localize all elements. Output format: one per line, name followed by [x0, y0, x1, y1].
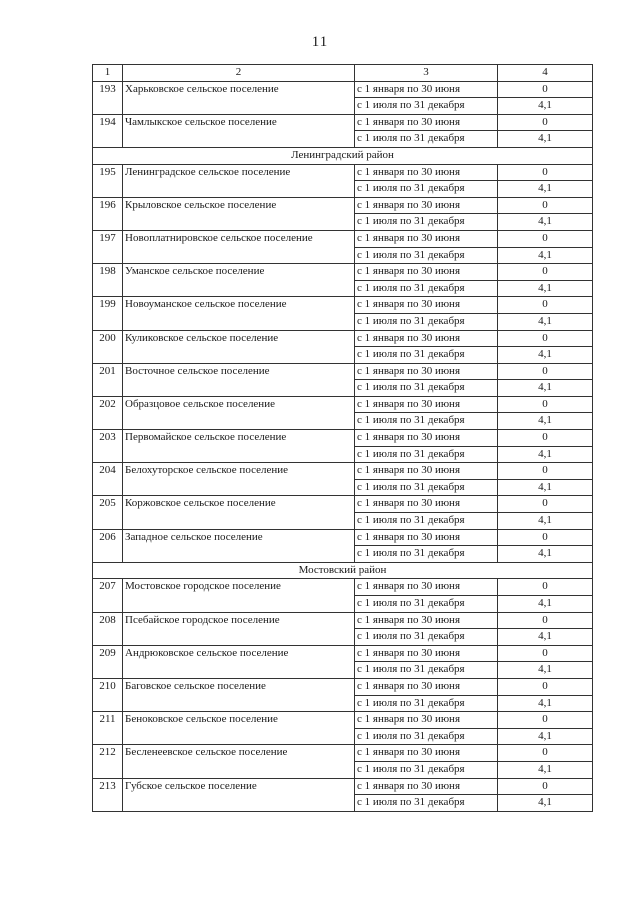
value-first-half: 0: [498, 463, 593, 480]
row-number: 198: [93, 264, 123, 297]
value-first-half: 0: [498, 230, 593, 247]
period-second-half: с 1 июля по 31 декабря: [355, 629, 498, 646]
row-number: 206: [93, 529, 123, 562]
value-second-half: 4,1: [498, 214, 593, 231]
page-number: 11: [311, 34, 329, 50]
period-second-half: с 1 июля по 31 декабря: [355, 546, 498, 563]
period-second-half: с 1 июля по 31 декабря: [355, 214, 498, 231]
table-row: [93, 612, 593, 629]
settlement-name: Чамлыкское сельское поселение: [123, 114, 355, 147]
period-second-half: с 1 июля по 31 декабря: [355, 247, 498, 264]
row-number: 196: [93, 197, 123, 230]
row-number: 197: [93, 230, 123, 263]
table-row: [93, 579, 593, 596]
period-second-half: с 1 июля по 31 декабря: [355, 728, 498, 745]
period-second-half: с 1 июля по 31 декабря: [355, 347, 498, 364]
value-first-half: 0: [498, 712, 593, 729]
settlement-name: Мостовское городское поселение: [123, 579, 355, 612]
period-first-half: с 1 января по 30 июня: [355, 678, 498, 695]
row-number: 212: [93, 745, 123, 778]
row-number: 210: [93, 678, 123, 711]
settlement-name: Крыловское сельское поселение: [123, 197, 355, 230]
period-second-half: с 1 июля по 31 декабря: [355, 380, 498, 397]
value-first-half: 0: [498, 363, 593, 380]
row-number: 202: [93, 396, 123, 429]
table-row: [93, 114, 593, 131]
period-first-half: с 1 января по 30 июня: [355, 463, 498, 480]
value-second-half: 4,1: [498, 596, 593, 613]
period-second-half: с 1 июля по 31 декабря: [355, 280, 498, 297]
table-row: [93, 678, 593, 695]
table-row: [93, 197, 593, 214]
table-row: [93, 645, 593, 662]
value-first-half: 0: [498, 430, 593, 447]
district-row: [93, 147, 593, 164]
settlement-name: Бесленеевское сельское поселение: [123, 745, 355, 778]
period-first-half: с 1 января по 30 июня: [355, 297, 498, 314]
period-first-half: с 1 января по 30 июня: [355, 114, 498, 131]
column-header: 4: [498, 65, 593, 82]
table-row: [93, 396, 593, 413]
value-second-half: 4,1: [498, 181, 593, 198]
period-first-half: с 1 января по 30 июня: [355, 645, 498, 662]
value-second-half: 4,1: [498, 795, 593, 812]
period-second-half: с 1 июля по 31 декабря: [355, 181, 498, 198]
row-number: 208: [93, 612, 123, 645]
row-number: 200: [93, 330, 123, 363]
settlement-name: Первомайское сельское поселение: [123, 430, 355, 463]
row-number: 195: [93, 164, 123, 197]
table-row: [93, 81, 593, 98]
settlement-name: Новоуманское сельское поселение: [123, 297, 355, 330]
value-second-half: 4,1: [498, 280, 593, 297]
settlement-name: Уманское сельское поселение: [123, 264, 355, 297]
row-number: 199: [93, 297, 123, 330]
district-name: Мостовский район: [93, 562, 593, 579]
table-row: [93, 330, 593, 347]
value-first-half: 0: [498, 330, 593, 347]
period-first-half: с 1 января по 30 июня: [355, 396, 498, 413]
table-row: [93, 164, 593, 181]
period-second-half: с 1 июля по 31 декабря: [355, 761, 498, 778]
value-second-half: 4,1: [498, 98, 593, 115]
table-row: [93, 712, 593, 729]
column-header: 1: [93, 65, 123, 82]
value-first-half: 0: [498, 529, 593, 546]
value-first-half: 0: [498, 579, 593, 596]
settlement-name: Губское сельское поселение: [123, 778, 355, 811]
value-second-half: 4,1: [498, 728, 593, 745]
period-second-half: с 1 июля по 31 декабря: [355, 313, 498, 330]
period-first-half: с 1 января по 30 июня: [355, 579, 498, 596]
value-second-half: 4,1: [498, 629, 593, 646]
row-number: 205: [93, 496, 123, 529]
table-header-row: [93, 65, 593, 82]
row-number: 194: [93, 114, 123, 147]
period-first-half: с 1 января по 30 июня: [355, 778, 498, 795]
value-first-half: 0: [498, 645, 593, 662]
settlement-name: Беноковское сельское поселение: [123, 712, 355, 745]
settlement-name: Западное сельское поселение: [123, 529, 355, 562]
value-first-half: 0: [498, 778, 593, 795]
settlement-name: Андрюковское сельское поселение: [123, 645, 355, 678]
value-second-half: 4,1: [498, 761, 593, 778]
row-number: 207: [93, 579, 123, 612]
column-header: 3: [355, 65, 498, 82]
table-row: [93, 230, 593, 247]
period-second-half: с 1 июля по 31 декабря: [355, 413, 498, 430]
settlement-name: Псебайское городское поселение: [123, 612, 355, 645]
row-number: 193: [93, 81, 123, 114]
period-first-half: с 1 января по 30 июня: [355, 496, 498, 513]
value-first-half: 0: [498, 164, 593, 181]
row-number: 204: [93, 463, 123, 496]
value-second-half: 4,1: [498, 347, 593, 364]
settlement-name: Белохуторское сельское поселение: [123, 463, 355, 496]
value-first-half: 0: [498, 264, 593, 281]
period-second-half: с 1 июля по 31 декабря: [355, 131, 498, 148]
table-row: [93, 529, 593, 546]
value-first-half: 0: [498, 81, 593, 98]
value-second-half: 4,1: [498, 247, 593, 264]
district-name: Ленинградский район: [93, 147, 593, 164]
value-second-half: 4,1: [498, 131, 593, 148]
settlement-name: Харьковское сельское поселение: [123, 81, 355, 114]
period-first-half: с 1 января по 30 июня: [355, 164, 498, 181]
value-first-half: 0: [498, 197, 593, 214]
period-second-half: с 1 июля по 31 декабря: [355, 513, 498, 530]
settlement-name: Новоплатнировское сельское поселение: [123, 230, 355, 263]
row-number: 209: [93, 645, 123, 678]
settlement-name: Ленинградское сельское поселение: [123, 164, 355, 197]
table-row: [93, 363, 593, 380]
period-second-half: с 1 июля по 31 декабря: [355, 98, 498, 115]
value-second-half: 4,1: [498, 413, 593, 430]
period-second-half: с 1 июля по 31 декабря: [355, 795, 498, 812]
period-first-half: с 1 января по 30 июня: [355, 197, 498, 214]
value-second-half: 4,1: [498, 513, 593, 530]
value-second-half: 4,1: [498, 479, 593, 496]
period-first-half: с 1 января по 30 июня: [355, 230, 498, 247]
value-first-half: 0: [498, 297, 593, 314]
period-second-half: с 1 июля по 31 декабря: [355, 662, 498, 679]
value-first-half: 0: [498, 612, 593, 629]
column-header: 2: [123, 65, 355, 82]
period-first-half: с 1 января по 30 июня: [355, 529, 498, 546]
settlement-name: Баговское сельское поселение: [123, 678, 355, 711]
period-first-half: с 1 января по 30 июня: [355, 745, 498, 762]
value-second-half: 4,1: [498, 695, 593, 712]
district-row: [93, 562, 593, 579]
value-first-half: 0: [498, 678, 593, 695]
value-first-half: 0: [498, 114, 593, 131]
table-row: [93, 463, 593, 480]
row-number: 211: [93, 712, 123, 745]
value-second-half: 4,1: [498, 546, 593, 563]
settlements-table: [92, 64, 593, 812]
period-second-half: с 1 июля по 31 декабря: [355, 695, 498, 712]
table-row: [93, 430, 593, 447]
row-number: 203: [93, 430, 123, 463]
period-first-half: с 1 января по 30 июня: [355, 363, 498, 380]
value-first-half: 0: [498, 396, 593, 413]
period-first-half: с 1 января по 30 июня: [355, 81, 498, 98]
period-second-half: с 1 июля по 31 декабря: [355, 479, 498, 496]
period-first-half: с 1 января по 30 июня: [355, 430, 498, 447]
value-first-half: 0: [498, 745, 593, 762]
table-row: [93, 496, 593, 513]
table-row: [93, 778, 593, 795]
value-second-half: 4,1: [498, 313, 593, 330]
settlement-name: Куликовское сельское поселение: [123, 330, 355, 363]
period-first-half: с 1 января по 30 июня: [355, 264, 498, 281]
period-second-half: с 1 июля по 31 декабря: [355, 446, 498, 463]
table-row: [93, 745, 593, 762]
value-second-half: 4,1: [498, 380, 593, 397]
row-number: 213: [93, 778, 123, 811]
row-number: 201: [93, 363, 123, 396]
settlement-name: Образцовое сельское поселение: [123, 396, 355, 429]
period-first-half: с 1 января по 30 июня: [355, 330, 498, 347]
value-second-half: 4,1: [498, 662, 593, 679]
table-row: [93, 264, 593, 281]
period-first-half: с 1 января по 30 июня: [355, 712, 498, 729]
settlement-name: Коржовское сельское поселение: [123, 496, 355, 529]
value-second-half: 4,1: [498, 446, 593, 463]
value-first-half: 0: [498, 496, 593, 513]
period-second-half: с 1 июля по 31 декабря: [355, 596, 498, 613]
table-row: [93, 297, 593, 314]
period-first-half: с 1 января по 30 июня: [355, 612, 498, 629]
settlement-name: Восточное сельское поселение: [123, 363, 355, 396]
